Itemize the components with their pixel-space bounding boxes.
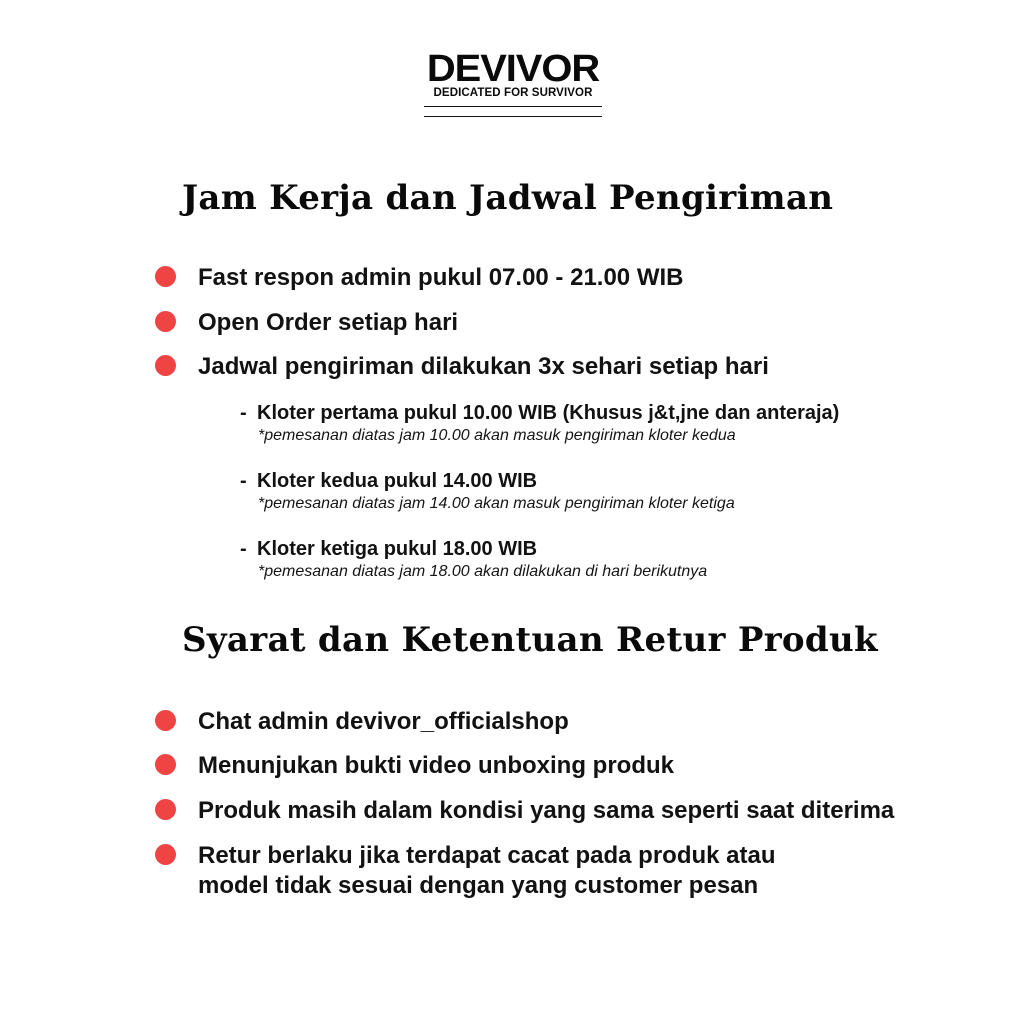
bullet-dot-icon <box>155 844 176 865</box>
batch-note: *pemesanan diatas jam 10.00 akan masuk pengiriman kloter kedua <box>258 427 736 444</box>
brand-logo <box>424 50 602 117</box>
bullet-dot-icon <box>155 754 176 775</box>
bullet-dot-icon <box>155 710 176 731</box>
list-item-text: Jadwal pengiriman dilakukan 3x sehari setiap hari <box>198 353 769 380</box>
list-item <box>155 352 769 382</box>
list-item <box>155 707 569 737</box>
list-item-text: Open Order setiap hari <box>198 309 459 336</box>
logo-divider-bottom <box>424 116 602 117</box>
list-item-text: Chat admin devivor_officialshop <box>198 708 569 735</box>
list-item <box>155 751 674 781</box>
list-item <box>155 263 683 293</box>
logo-tagline: DEDICATED FOR SURVIVOR <box>433 87 593 99</box>
list-item-text: Menunjukan bukti video unboxing produk <box>198 752 674 779</box>
batch-label: Kloter ketiga pukul 18.00 WIB <box>257 538 538 560</box>
list-item <box>155 796 894 826</box>
section-title-return-policy: Syarat dan Ketentuan Retur Produk <box>182 620 878 660</box>
bullet-dot-icon <box>155 266 176 287</box>
list-item-text <box>198 841 776 901</box>
shipping-batch-item <box>240 468 735 514</box>
dash-marker: - <box>240 470 247 492</box>
list-item <box>155 308 458 338</box>
list-item-line: Retur berlaku jika terdapat cacat pada produk atau <box>198 842 776 869</box>
bullet-dot-icon <box>155 311 176 332</box>
dash-marker: - <box>240 402 247 424</box>
logo-wordmark: DEVIVOR <box>426 48 600 90</box>
batch-note: *pemesanan diatas jam 18.00 akan dilakukan di hari berikutnya <box>258 563 708 580</box>
section-title-schedule: Jam Kerja dan Jadwal Pengiriman <box>182 178 834 218</box>
shipping-batch-item <box>240 536 707 582</box>
logo-divider-top <box>424 106 602 107</box>
list-item-text: Produk masih dalam kondisi yang sama seperti saat diterima <box>198 797 895 824</box>
batch-note: *pemesanan diatas jam 14.00 akan masuk pengiriman kloter ketiga <box>258 495 735 512</box>
batch-label: Kloter kedua pukul 14.00 WIB <box>257 470 538 492</box>
batch-label: Kloter pertama pukul 10.00 WIB (Khusus j&t,jne dan anteraja) <box>257 402 840 424</box>
bullet-dot-icon <box>155 355 176 376</box>
shipping-batch-item <box>240 400 839 446</box>
list-item-text: Fast respon admin pukul 07.00 - 21.00 WIB <box>198 264 684 291</box>
dash-marker: - <box>240 538 247 560</box>
list-item <box>155 841 776 901</box>
list-item-line: model tidak sesuai dengan yang customer pesan <box>198 872 759 899</box>
bullet-dot-icon <box>155 799 176 820</box>
